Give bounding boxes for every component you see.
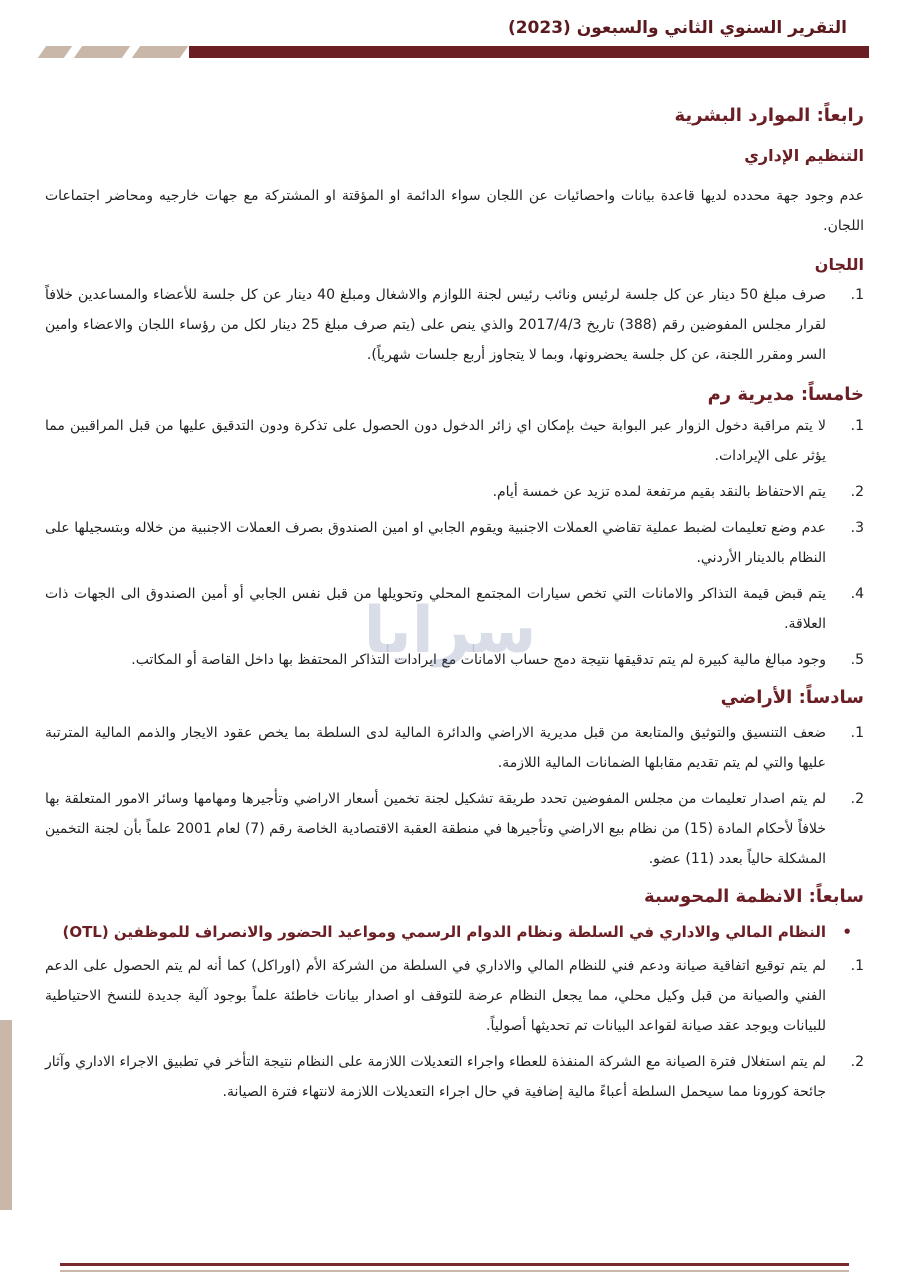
bullet-icon: • <box>842 923 852 941</box>
header-band-stripe <box>38 46 72 58</box>
list-item <box>45 513 864 573</box>
side-decoration-bar <box>0 1020 12 1210</box>
item-text: ضعف التنسيق والتوثيق والمتابعة من قبل مديرية الاراضي والدائرة المالية لدى السلطة بما يخص عقود الايجار والذمم المالية المترتبة عليها والتي لم يتم تقديم مقابلها الضمانات المالية اللازمة. <box>45 725 826 771</box>
item-number: 1. <box>850 958 864 974</box>
header-band <box>189 46 869 58</box>
systems-bullet-heading <box>45 917 864 947</box>
list-item <box>45 1047 864 1107</box>
section-title: الأراضي <box>720 687 793 708</box>
item-number: 2. <box>850 484 864 500</box>
item-text: عدم وضع تعليمات لضبط عملية تقاضي العملات الاجنبية ويقوم الجابي او امين الصندوق بصرف العملات الاجنبية من خلاله وبتسجيلها على النظام بالدينار الأردني. <box>45 520 826 566</box>
item-number: 1. <box>850 287 864 303</box>
list-item <box>45 951 864 1041</box>
lands-list <box>45 718 864 874</box>
item-number: 3. <box>850 520 864 536</box>
section-number: خامساً: <box>800 384 864 405</box>
list-item <box>45 579 864 639</box>
section-6-heading <box>45 687 864 708</box>
item-text: يتم قبض قيمة التذاكر والامانات التي تخص سيارات المجتمع المحلي وتحويلها من قبل نفس الجابي أو أمين الصندوق الى الجهات ذات العلاقة. <box>45 586 826 632</box>
item-number: 4. <box>850 586 864 602</box>
item-text: صرف مبلغ 50 دينار عن كل جلسة لرئيس ونائب رئيس لجنة اللوازم والاشغال ومبلغ 40 دينار عن كل جلسة للأعضاء والمساعدين خلافاً لقرار مجلس المفوضين رقم (388) تاريخ 2017/4/3 والذي ينص على (يتم صرف مبلغ 25 دينار لكل من رؤساء اللجان والاعضاء وامين السر ومقرر اللجنة، عن كل جلسة يحضرونها، وبما لا يتجاوز أربع جلسات شهرياً). <box>45 287 827 363</box>
list-item <box>45 718 864 778</box>
footer-rule <box>60 1263 849 1266</box>
section-title: الانظمة المحوسبة <box>644 886 803 907</box>
item-text: لم يتم توقيع اتفاقية صيانة ودعم فني للنظام المالي والاداري في السلطة من الشركة الأم (اوراكل) كما أنه لم يتم الحصول على الدعم الفني والصيانة من قبل وكيل محلي، مما يجعل النظام عرضة للتوقف او اصدار بيانات خاطئة علماً بوجود آلية جديدة للنسخ الاحتياطية للبيانات ويوجد عقد صيانة لقواعد البيانات تم تحديثها أصولياً. <box>45 958 826 1034</box>
item-text: لم يتم اصدار تعليمات من مجلس المفوضين تحدد طريقة تشكيل لجنة تخمين أسعار الاراضي وتأجيرها ومهامها وسائر الامور المتعلقة بها خلافاً لأحكام المادة (15) من نظام بيع الاراضي وتأجيرها في منطقة العقبة الاقتصادية الخاصة رقم (7) لعام 2001 علماً بأن لجنة التخمين المشكلة حالياً بعدد (11) عضو. <box>45 791 826 867</box>
systems-list <box>45 951 864 1107</box>
item-text: لا يتم مراقبة دخول الزوار عبر البوابة حيث بإمكان اي زائر الدخول دون الحصول على تذكرة ودون التدقيق عليها من قبل المراقبين مما يؤثر على الإيرادات. <box>45 418 826 464</box>
section-number: رابعاً: <box>816 105 864 126</box>
bullet-text: النظام المالي والاداري في السلطة ونظام الدوام الرسمي ومواعيد الحضور والانصراف للموظفين (OTL) <box>62 923 826 941</box>
item-text: يتم الاحتفاظ بالنقد بقيم مرتفعة لمده تزيد عن خمسة أيام. <box>492 484 826 500</box>
footer-rule-light <box>60 1270 849 1272</box>
section-title: مديرية رم <box>707 384 795 405</box>
section-4-heading <box>45 105 864 126</box>
committees-heading: اللجان <box>814 255 864 274</box>
admin-org-text: عدم وجود جهة محدده لديها قاعدة بيانات واحصائيات عن اللجان سواء الدائمة او المؤقتة او المشتركة مع جهات خارجيه ومحاضر اجتماعات اللجان. <box>45 188 864 234</box>
section-title: الموارد البشرية <box>674 105 811 126</box>
item-number: 1. <box>850 418 864 434</box>
item-number: 1. <box>850 725 864 741</box>
committees-list <box>45 280 864 370</box>
item-number: 5. <box>850 652 864 668</box>
section-number: سابعاً: <box>808 886 864 907</box>
section-7-heading <box>45 886 864 907</box>
item-number: 2. <box>850 791 864 807</box>
item-number: 2. <box>850 1054 864 1070</box>
page-content <box>45 105 864 1113</box>
rum-directorate-list <box>45 411 864 675</box>
report-header-title: التقرير السنوي الثاني والسبعون (2023) <box>507 18 847 38</box>
header-band-stripe <box>132 46 188 58</box>
list-item <box>45 411 864 471</box>
item-text: لم يتم استغلال فترة الصيانة مع الشركة المنفذة للعطاء واجراء التعديلات اللازمة على النظام نتيجة التأخر في تطبيق الاجراء الاداري وآثار جائحة كورونا مما سيحمل السلطة أعباءً مالية إضافية في حال اجراء التعديلات اللازمة لانتهاء فترة الصيانة. <box>45 1054 826 1100</box>
watermark-logo: سرايا <box>363 594 537 668</box>
section-5-heading <box>45 384 864 405</box>
list-item <box>45 477 864 507</box>
header-band-stripe <box>74 46 130 58</box>
admin-org-heading: التنظيم الإداري <box>744 146 864 165</box>
list-item <box>45 645 864 675</box>
section-number: سادساً: <box>798 687 864 708</box>
list-item <box>45 280 864 370</box>
list-item <box>45 784 864 874</box>
item-text: وجود مبالغ مالية كبيرة لم يتم تدقيقها نتيجة دمج حساب الامانات مع ايرادات التذاكر المحتفظ بها داخل القاصة أو المكاتب. <box>131 652 826 668</box>
